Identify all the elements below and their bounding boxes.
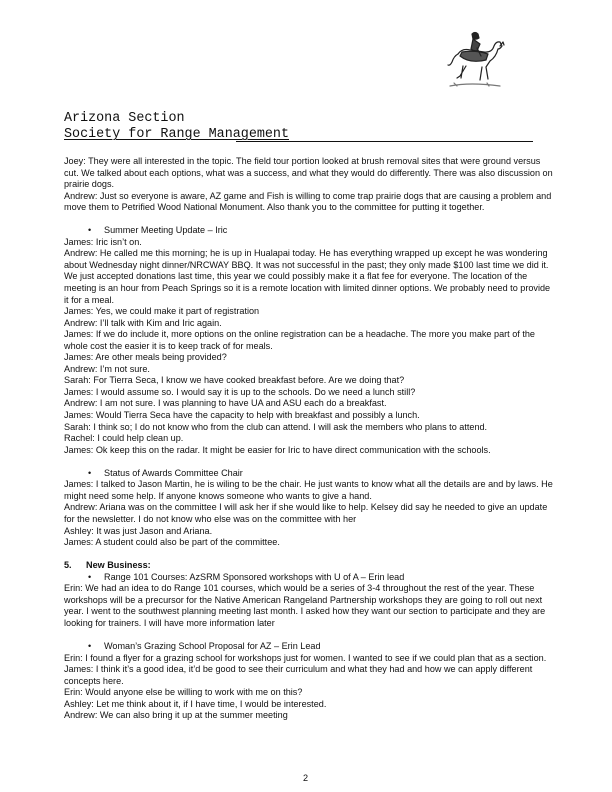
paragraph: Sarah: For Tierra Seca, I know we have cooked breakfast before. Are we doing that?: [64, 375, 405, 386]
paragraph: James: I think it’s a good idea, it’d be good to see their curriculum and what they had and how we can apply different concepts here.: [64, 664, 533, 686]
paragraph: Rachel: I could help clean up.: [64, 433, 184, 444]
paragraph: Andrew: I’ll talk with Kim and Iric again.: [64, 317, 222, 328]
paragraph: James: Ok keep this on the radar. It might be easier for Iric to have direct communication with the schools.: [64, 444, 491, 455]
spacer: [64, 456, 556, 468]
paragraph: Erin: We had an idea to do Range 101 courses, which would be a series of 3-4 throughout the rest of the year. These workshops will be a precursor for the Native American Rangeland Partnership workshops they are going to roll out next year. I went to the southwest planning meeting last month. I asked how they want our section to participate and they are looking for trainers. I will have more information later: [64, 583, 546, 628]
agenda-bullet-range-101: • Range 101 Courses: AzSRM Sponsored workshops with U of A – Erin lead: [64, 572, 556, 584]
paragraph: James: Yes, we could make it part of registration: [64, 306, 260, 317]
spacer: [64, 629, 556, 641]
paragraph: Andrew: Just so everyone is aware, AZ game and Fish is willing to come trap prairie dogs that are causing a problem and move them to Petrified Wood National Monument. Also thank you to the committee for putting it together.: [64, 190, 552, 213]
paragraph: Andrew: I’m not sure.: [64, 363, 150, 374]
paragraph: James: Would Tierra Seca have the capacity to help with breakfast and possibly a lunch.: [64, 410, 420, 421]
paragraph: Sarah: I think so; I do not know who from the club can attend. I will ask the members who plans to attend.: [64, 421, 488, 432]
paragraph: James: I talked to Jason Martin, he is wiling to be the chair. He just wants to know what all the details are and by laws. He might need some help. If anyone knows someone who wants to give a hand.: [64, 479, 553, 501]
agenda-bullet-grazing-school: • Woman’s Grazing School Proposal for AZ – Erin Lead: [64, 641, 556, 653]
paragraph: James: If we do include it, more options on the online registration can be a headache. The more you make part of the whole cost the easier it is to keep track of for meals.: [64, 329, 535, 351]
page-number: 2: [303, 773, 309, 783]
paragraph: Andrew: He called me this morning; he is up in Hualapai today. He has everything wrapped up except he was wondering about Wednesday night dinner/NRCWAY BBQ. It was not successful in the past; they only made $100 last time we did it. We just accepted donations last time, this year we could possibly make it a flat fee for everyone. The location of the meeting is an hour from Peach Springs so it is a remote location with limited dinner options. We probably need to provide it for a meal.: [64, 248, 551, 305]
paragraph: Andrew: We can also bring it up at the summer meeting: [64, 710, 288, 721]
section-name: Arizona Section: [64, 111, 185, 126]
agenda-bullet-awards-committee: • Status of Awards Committee Chair: [64, 468, 556, 480]
paragraph: James: A student could also be part of the committee.: [64, 537, 280, 548]
header-rule: [236, 141, 533, 142]
section-title: New Business:: [86, 560, 151, 571]
paragraph: Ashley: Let me think about it, if I have time, I would be interested.: [64, 698, 327, 709]
paragraph: Erin: I found a flyer for a grazing school for workshops just for women. I wanted to see if we could plan that as a section.: [64, 652, 547, 663]
section-number: 5.: [64, 560, 72, 571]
horse-rider-icon: [444, 28, 508, 92]
paragraph: James: I would assume so. I would say it is up to the schools. Do we need a lunch still?: [64, 386, 416, 397]
agenda-bullet-summer-meeting: • Summer Meeting Update – Iric: [64, 225, 556, 237]
organization-name: Society for Range Management: [64, 127, 289, 142]
spacer: [64, 549, 556, 561]
paragraph: Erin: Would anyone else be willing to work with me on this?: [64, 687, 303, 698]
paragraph: Ashley: It was just Jason and Ariana.: [64, 525, 213, 536]
paragraph: Andrew: Ariana was on the committee I will ask her if she would like to help. Kelsey did say he needed to give an update for the newsletter. I do not know who else was on the committee with her: [64, 502, 548, 524]
paragraph: Joey: They were all interested in the topic. The field tour portion looked at brush removal sites that were ground versus cut. We talked about each options, what was a success, and what they would do differently. There was also discussion on prairie dogs.: [64, 156, 553, 190]
meeting-minutes-body: [64, 156, 556, 722]
spacer: [64, 214, 556, 226]
paragraph: James: Are other meals being provided?: [64, 352, 227, 363]
paragraph: Andrew: I am not sure. I was planning to have UA and ASU each do a breakfast.: [64, 398, 387, 409]
section-heading-new-business: [64, 560, 556, 572]
paragraph: James: Iric isn’t on.: [64, 236, 142, 247]
